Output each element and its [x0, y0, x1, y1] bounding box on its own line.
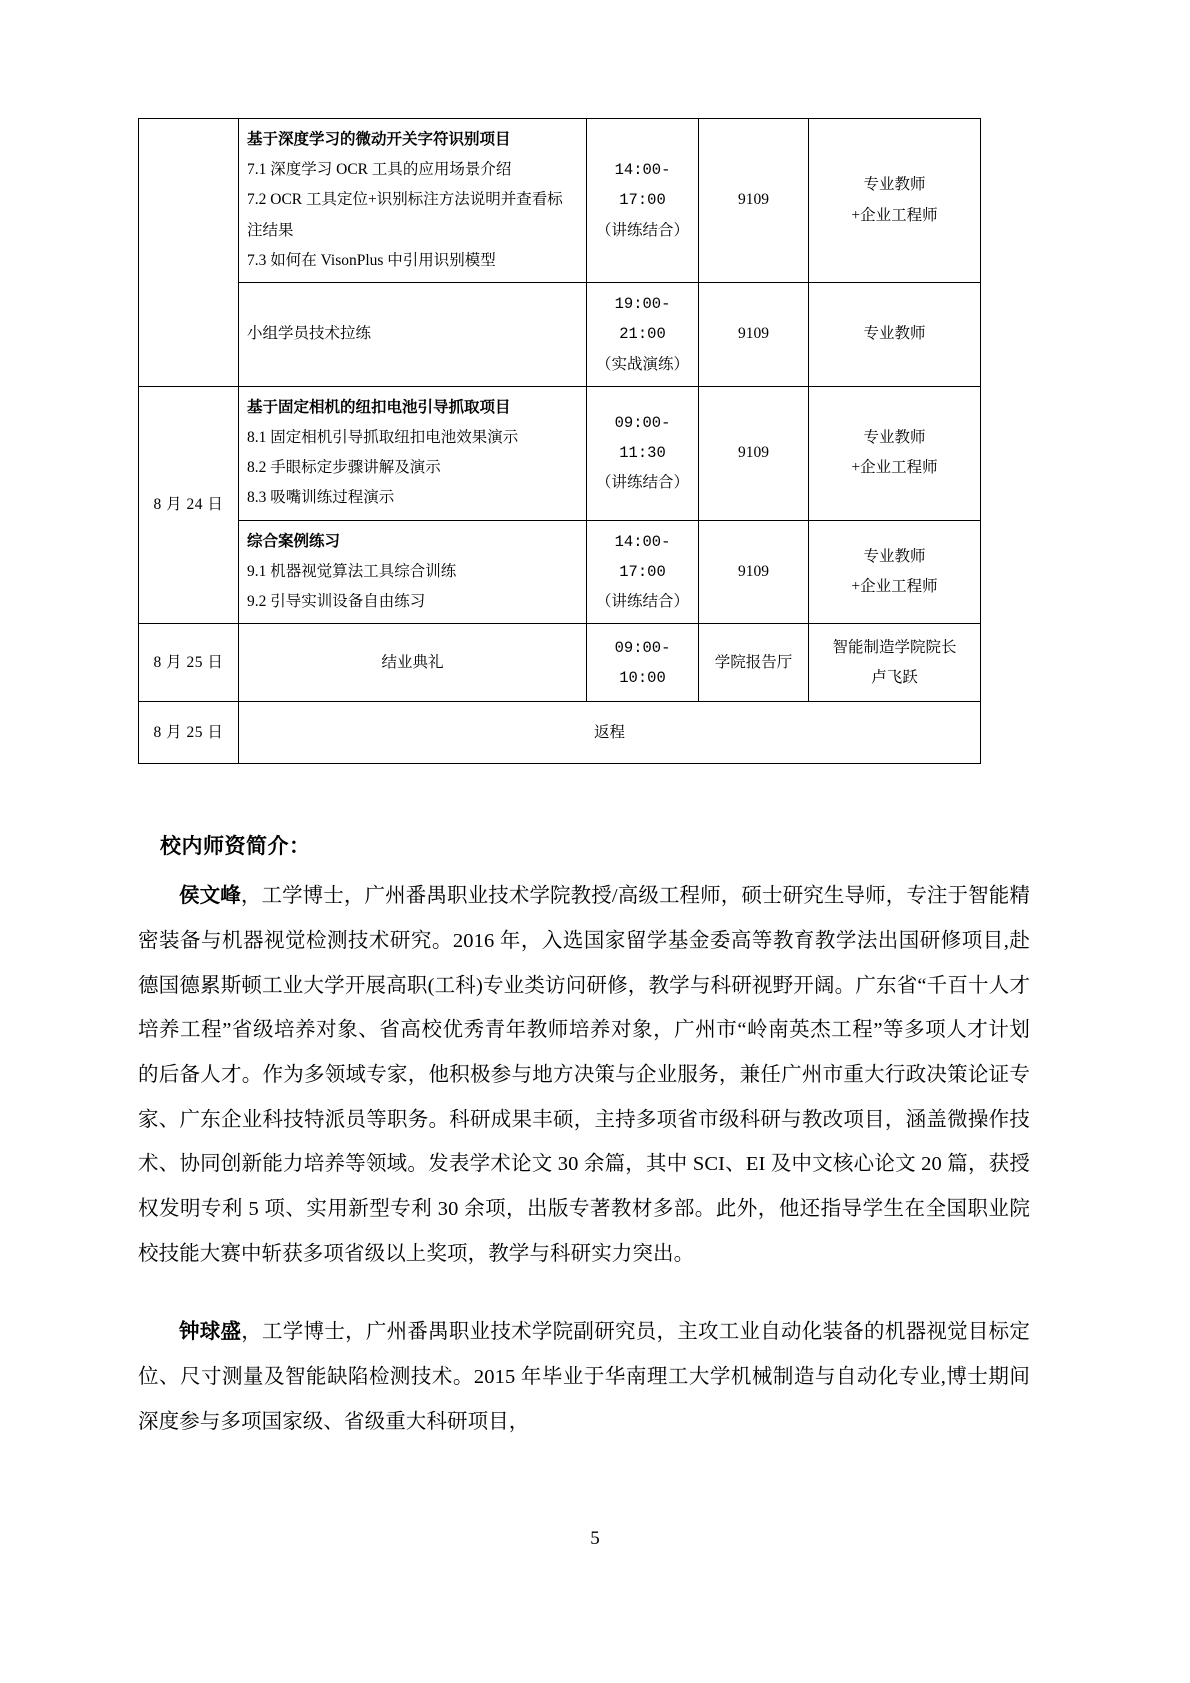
- cell-topic: [239, 283, 587, 387]
- cell-teacher: [809, 520, 981, 624]
- teacher-line: 专业教师: [863, 325, 926, 343]
- time-range: 19:00-21:00: [614, 295, 671, 344]
- faculty-bio: ，工学博士，广州番禺职业技术学院教授/高级工程师，硕士研究生导师，专注于智能精密装备与机器视觉检测技术研究。2016 年，入选国家留学基金委高等教育教学法出国研修项目,赴德国德累斯顿工业大学开展高职(工科)专业类访问研修，教学与科研视野开阔。广东省“千百十人才培养工程”省级培养对象、省高校优秀青年教师培养对象，广州市“岭南英杰工程”等多项人才计划的后备人才。作为多领域专家，他积极参与地方决策与企业服务，兼任广州市重大行政决策论证专家、广东企业科技特派员等职务。科研成果丰硕，主持多项省市级科研与教改项目，涵盖微操作技术、协同创新能力培养等领域。发表学术论文 30 余篇，其中 SCI、EI 及中文核心论文 20 篇，获授权发明专利 5 项、实用新型专利 30 余项，出版专著教材多部。此外，他还指导学生在全国职业院校技能大赛中斩获多项省级以上奖项，教学与科研实力突出。: [138, 885, 1030, 1265]
- cell-topic: [239, 119, 587, 283]
- topic-line: 小组学员技术拉练: [247, 325, 372, 343]
- topic-line: 8.3 吸嘴训练过程演示: [247, 489, 395, 507]
- faculty-profile-paragraph: [138, 874, 1030, 1276]
- teacher-line: +企业工程师: [851, 206, 938, 224]
- teacher-line: +企业工程师: [851, 459, 938, 477]
- cell-topic: 返程: [239, 702, 981, 764]
- page-number: 5: [590, 1528, 600, 1549]
- table-row: [139, 386, 981, 520]
- faculty-section-heading: 校内师资简介：: [160, 834, 311, 859]
- topic-title: 基于固定相机的纽扣电池引导抓取项目: [247, 398, 511, 416]
- cell-topic: [239, 386, 587, 520]
- faculty-profile-paragraph: [138, 1310, 1030, 1444]
- time-range: 14:00-17:00: [614, 532, 671, 581]
- cell-date: 8 月 24 日: [139, 386, 239, 624]
- training-schedule-table: [138, 118, 981, 764]
- cell-teacher: [809, 386, 981, 520]
- time-note: （讲练结合）: [595, 474, 689, 492]
- teacher-line: 智能制造学院院长: [832, 638, 957, 656]
- time-range: 09:00-10:00: [614, 638, 671, 687]
- time-note: （实战演练）: [595, 355, 689, 373]
- cell-teacher: [809, 283, 981, 387]
- topic-line: 结业典礼: [381, 653, 444, 671]
- cell-date: 8 月 25 日: [139, 624, 239, 702]
- cell-topic: [239, 624, 587, 702]
- cell-time: [587, 624, 699, 702]
- cell-time: [587, 119, 699, 283]
- teacher-line: 专业教师: [863, 547, 926, 565]
- table-row: [139, 702, 981, 764]
- cell-time: [587, 520, 699, 624]
- cell-room: 9109: [699, 119, 809, 283]
- teacher-line: 专业教师: [863, 176, 926, 194]
- topic-line: 7.1 深度学习 OCR 工具的应用场景介绍: [247, 161, 512, 179]
- faculty-profiles: [138, 874, 1030, 1444]
- cell-time: [587, 283, 699, 387]
- faculty-bio: ，工学博士，广州番禺职业技术学院副研究员，主攻工业自动化装备的机器视觉目标定位、尺寸测量及智能缺陷检测技术。2015 年毕业于华南理工大学机械制造与自动化专业,博士期间深度参与多项国家级、省级重大科研项目，: [138, 1321, 1030, 1433]
- teacher-line: +企业工程师: [851, 577, 938, 595]
- faculty-name: 钟球盛: [179, 1321, 242, 1344]
- topic-line: 7.3 如何在 VisonPlus 中引用识别模型: [247, 251, 496, 269]
- cell-room: 9109: [699, 283, 809, 387]
- cell-time: [587, 386, 699, 520]
- topic-line: 8.1 固定相机引导抓取纽扣电池效果演示: [247, 428, 519, 446]
- cell-room: 学院报告厅: [699, 624, 809, 702]
- cell-teacher: [809, 624, 981, 702]
- time-range: 09:00-11:30: [614, 413, 671, 463]
- teacher-line: 专业教师: [863, 428, 926, 446]
- table-row: [139, 119, 981, 283]
- topic-line: 8.2 手眼标定步骤讲解及演示: [247, 459, 441, 477]
- topic-line: 9.2 引导实训设备自由练习: [247, 593, 426, 611]
- teacher-line: 卢飞跃: [871, 668, 918, 686]
- cell-teacher: [809, 119, 981, 283]
- cell-topic: [239, 520, 587, 624]
- cell-room: 9109: [699, 520, 809, 624]
- table-row: [139, 624, 981, 702]
- topic-line: 9.1 机器视觉算法工具综合训练: [247, 562, 457, 580]
- cell-room: 9109: [699, 386, 809, 520]
- cell-date: 8 月 25 日: [139, 702, 239, 764]
- table-row: [139, 283, 981, 387]
- topic-title: 综合案例练习: [247, 532, 341, 550]
- time-range: 14:00-17:00: [614, 161, 671, 210]
- topic-line: 7.2 OCR 工具定位+识别标注方法说明并查看标注结果: [247, 191, 563, 239]
- time-note: （讲练结合）: [595, 221, 689, 239]
- faculty-name: 侯文峰: [179, 885, 241, 908]
- time-note: （讲练结合）: [595, 593, 689, 611]
- table-row: [139, 520, 981, 624]
- cell-date: [139, 119, 239, 387]
- topic-title: 基于深度学习的微动开关字符识别项目: [247, 131, 511, 148]
